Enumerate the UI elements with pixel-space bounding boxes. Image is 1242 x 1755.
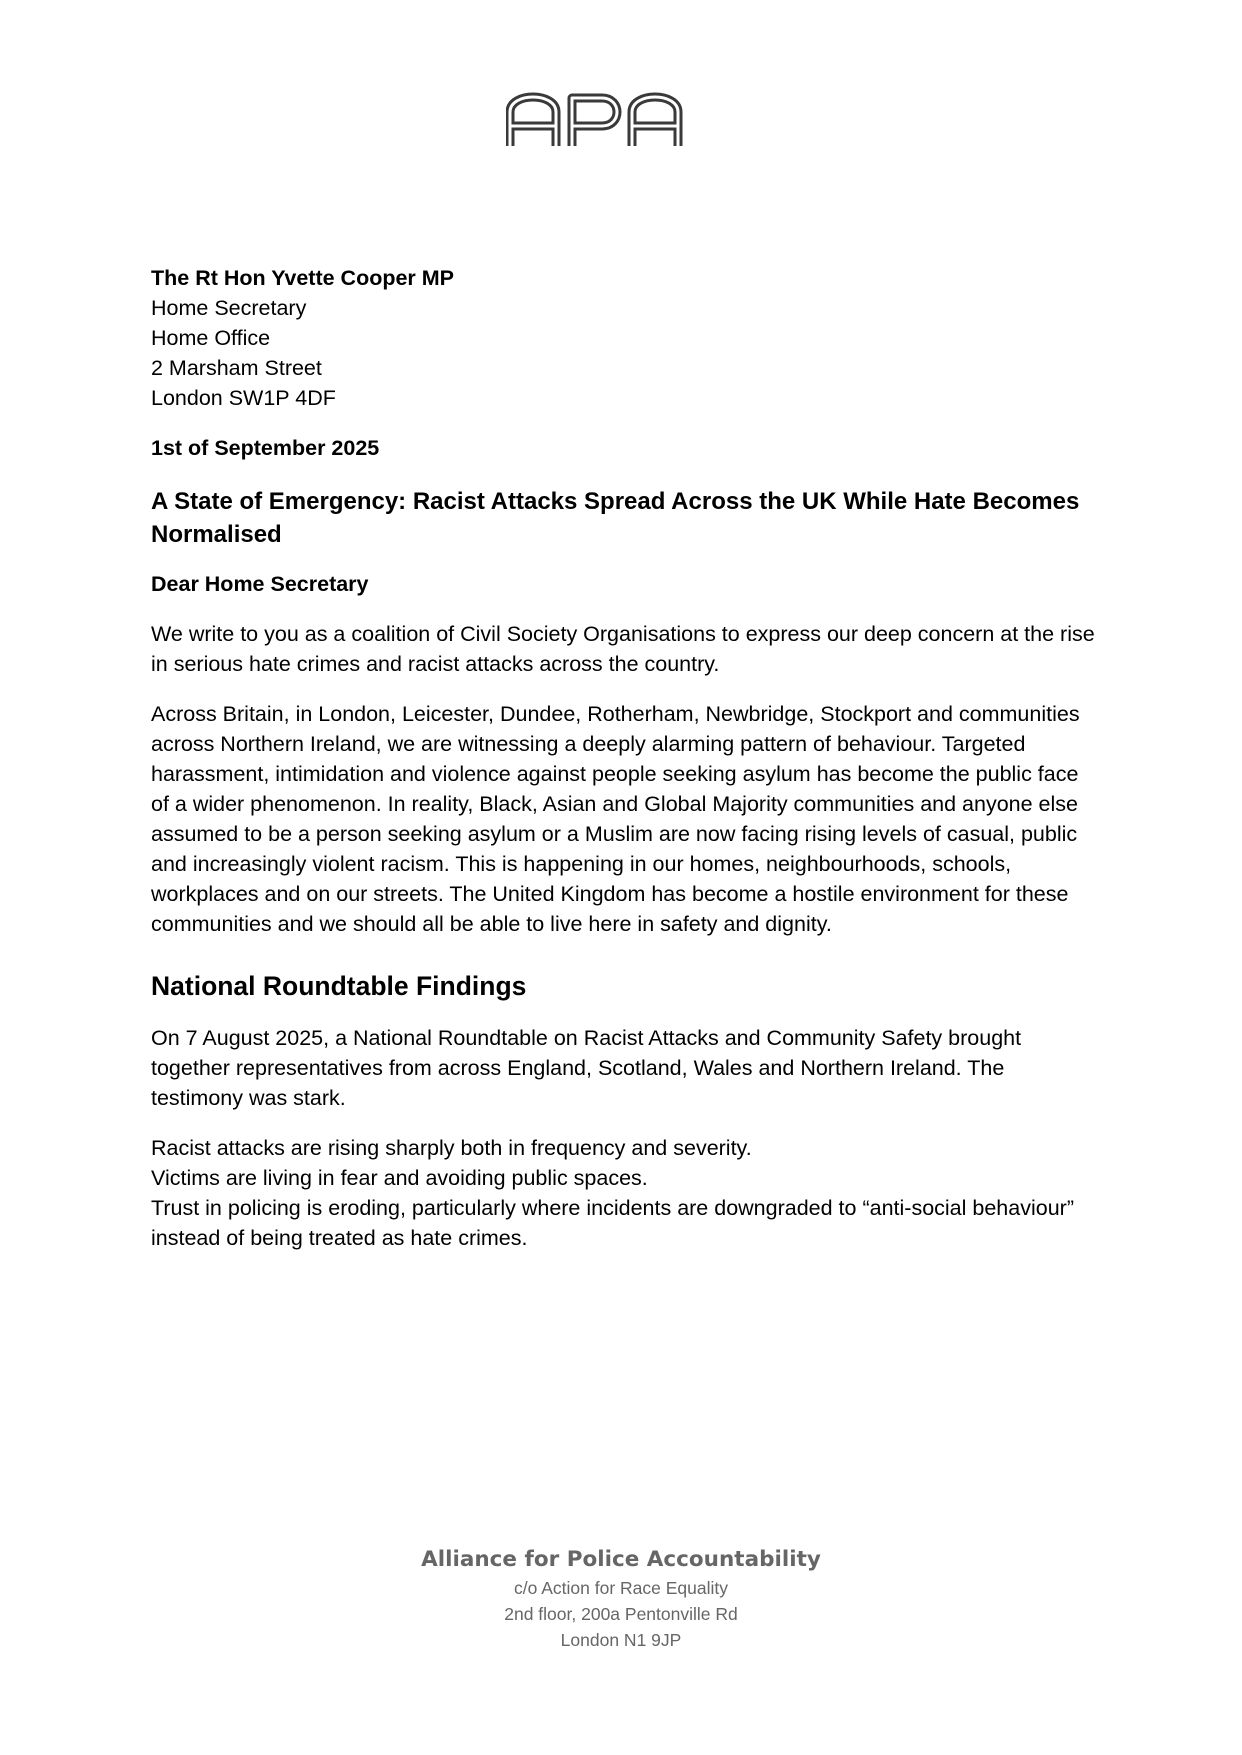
finding-item: Victims are living in fear and avoiding public spaces. bbox=[151, 1166, 648, 1190]
finding-item: Trust in policing is eroding, particularly where incidents are downgraded to “anti-social behaviour” instead of being treated as hate crimes. bbox=[151, 1196, 1074, 1250]
recipient-street: 2 Marsham Street bbox=[151, 356, 322, 380]
recipient-office: Home Office bbox=[151, 326, 271, 350]
footer-care-of: c/o Action for Race Equality bbox=[514, 1578, 728, 1598]
recipient-city: London SW1P 4DF bbox=[151, 386, 336, 410]
finding-item: Racist attacks are rising sharply both in frequency and severity. bbox=[151, 1136, 752, 1160]
footer-address-line: 2nd floor, 200a Pentonville Rd bbox=[504, 1604, 738, 1624]
paragraph-2: Across Britain, in London, Leicester, Dundee, Rotherham, Newbridge, Stockport and communities across Northern Ireland, we are witnessing a deeply alarming pattern of behaviour. Targeted harassment, intimidation and violence against people seeking asylum has become the public face of a wider phenomenon. In reality, Black, Asian and Global Majority communities and anyone else assumed to be a person seeking asylum or a Muslim are now facing rising levels of casual, public and increasingly violent racism. This is happening in our homes, neighbourhoods, schools, workplaces and on our streets. The United Kingdom has become a hostile environment for these communities and we should all be able to live here in safety and dignity. bbox=[151, 702, 1080, 936]
recipient-title: Home Secretary bbox=[151, 296, 307, 320]
findings-list bbox=[151, 1133, 1101, 1253]
footer-city: London N1 9JP bbox=[560, 1630, 682, 1650]
salutation: Dear Home Secretary bbox=[151, 572, 369, 596]
letter-date: 1st of September 2025 bbox=[151, 436, 380, 460]
letter-subject: A State of Emergency: Racist Attacks Spread Across the UK While Hate Becomes Normalised bbox=[151, 488, 1080, 548]
section-heading: National Roundtable Findings bbox=[151, 971, 527, 1001]
footer-organisation: Alliance for Police Accountability bbox=[421, 1547, 821, 1572]
recipient-name: The Rt Hon Yvette Cooper MP bbox=[151, 266, 455, 290]
letterhead-footer bbox=[0, 1545, 1242, 1653]
section-intro: On 7 August 2025, a National Roundtable on Racist Attacks and Community Safety brought together representatives from across England, Scotland, Wales and Northern Ireland. The testimony was stark. bbox=[151, 1026, 1022, 1110]
letter-body bbox=[151, 263, 1101, 1253]
paragraph-1: We write to you as a coalition of Civil Society Organisations to express our deep concern at the rise in serious hate crimes and racist attacks across the country. bbox=[151, 622, 1095, 676]
apa-logo bbox=[506, 84, 684, 148]
recipient-address bbox=[151, 263, 1101, 413]
